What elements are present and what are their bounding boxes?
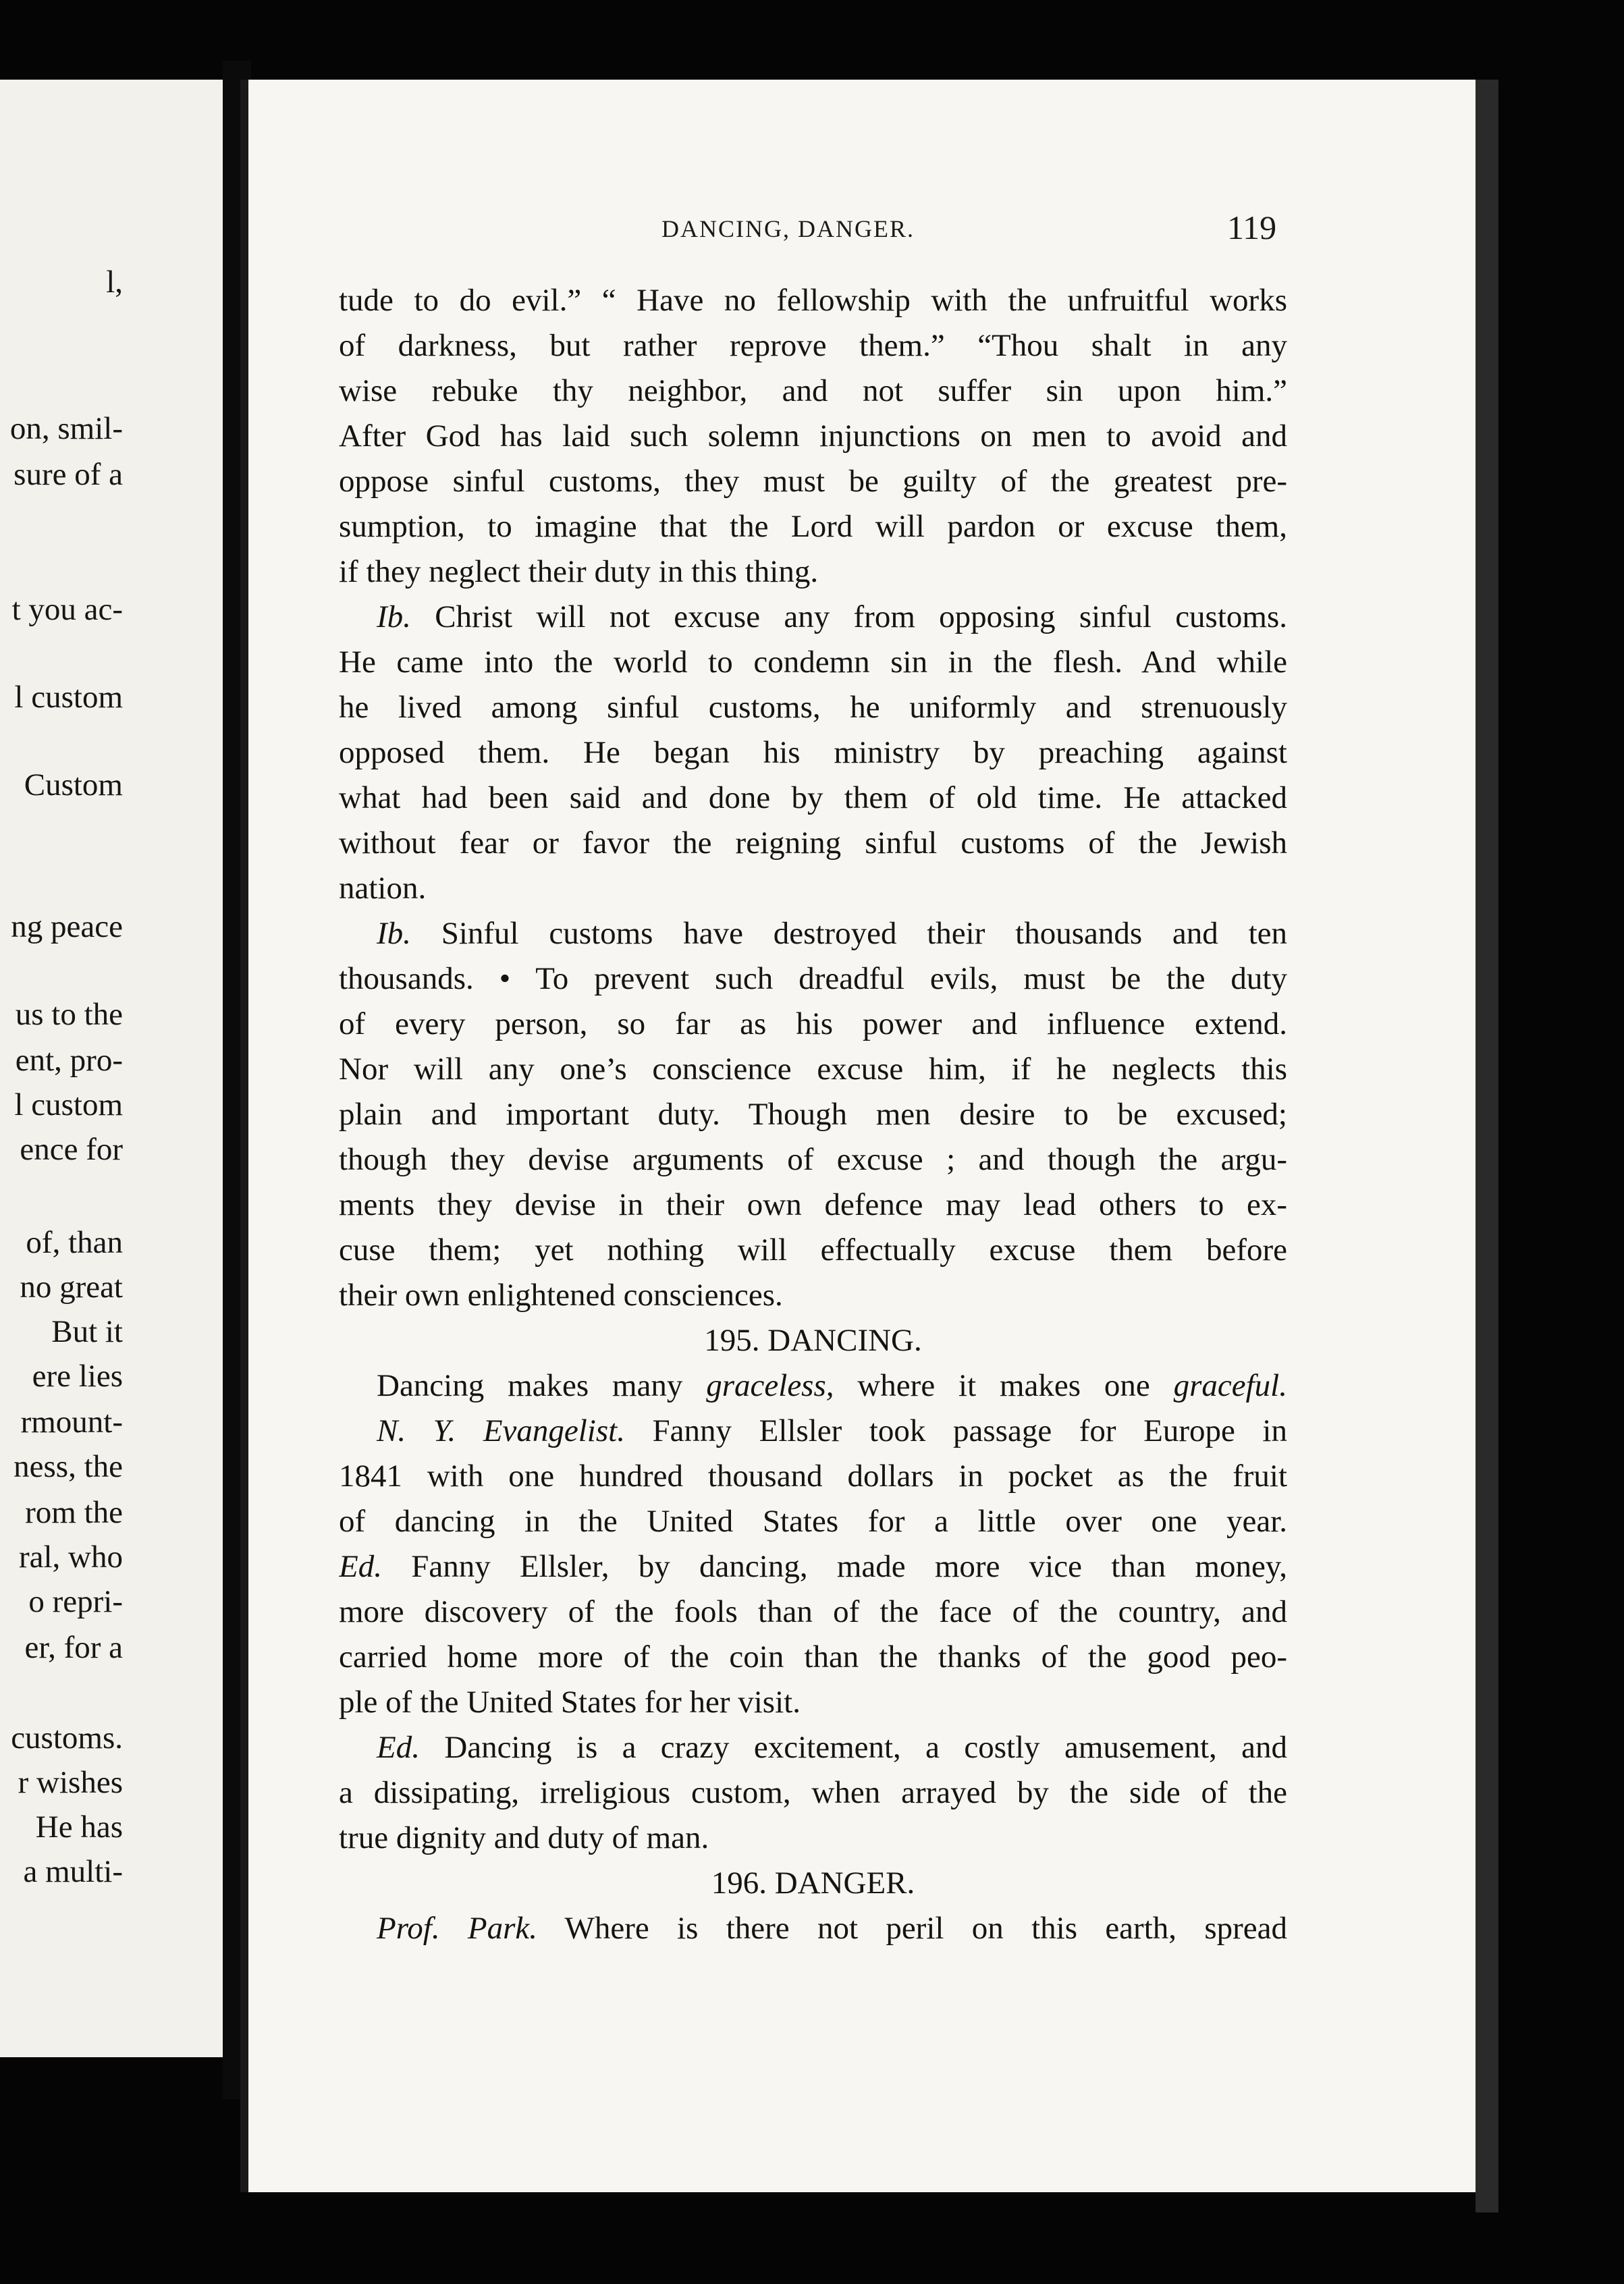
text-span: Where is there not peril on this earth, spread bbox=[537, 1911, 1287, 1946]
text-line bbox=[339, 1635, 1287, 1680]
text-span: cuse them; yet nothing will effectually excuse them before bbox=[339, 1232, 1287, 1268]
text-span: wise rebuke thy neighbor, and not suffer sin upon him.” bbox=[339, 373, 1287, 408]
text-line bbox=[339, 1363, 1287, 1409]
text-line bbox=[339, 1182, 1287, 1228]
body-text bbox=[339, 278, 1287, 1951]
text-line bbox=[339, 1906, 1287, 1951]
left-page-line: ness, the bbox=[13, 1449, 123, 1484]
text-line bbox=[339, 1137, 1287, 1182]
left-page-line: us to the bbox=[15, 997, 123, 1032]
text-line bbox=[339, 278, 1287, 323]
left-page-line: He has bbox=[35, 1810, 123, 1845]
text-line bbox=[339, 1589, 1287, 1635]
italic-text: Ib. bbox=[377, 916, 411, 951]
text-line bbox=[339, 1680, 1287, 1725]
left-page-line: ence for bbox=[20, 1132, 123, 1167]
text-span: true dignity and duty of man. bbox=[339, 1820, 709, 1855]
text-span: 195. DANCING. bbox=[704, 1323, 922, 1358]
text-line bbox=[339, 956, 1287, 1002]
left-page-line: Custom bbox=[24, 767, 123, 803]
text-span: ments they devise in their own defence may lead others to ex- bbox=[339, 1187, 1287, 1222]
text-line bbox=[339, 1454, 1287, 1499]
text-line bbox=[339, 685, 1287, 730]
left-page-line: r wishes bbox=[18, 1765, 123, 1800]
text-line bbox=[339, 1409, 1287, 1454]
text-span: of darkness, but rather reprove them.” “Thou shalt in any bbox=[339, 328, 1287, 363]
text-span: sumption, to imagine that the Lord will pardon or excuse them, bbox=[339, 509, 1287, 544]
text-span: ple of the United States for her visit. bbox=[339, 1685, 801, 1720]
text-span: thousands. • To prevent such dreadful evils, must be the duty bbox=[339, 961, 1287, 996]
text-line bbox=[339, 730, 1287, 776]
text-line bbox=[339, 911, 1287, 956]
italic-text: Ed. bbox=[339, 1549, 382, 1584]
text-line bbox=[339, 1816, 1287, 1861]
text-span: plain and important duty. Though men desire to be excused; bbox=[339, 1097, 1287, 1132]
page-number: 119 bbox=[1227, 209, 1277, 246]
text-span: Dancing makes many bbox=[377, 1368, 707, 1403]
text-line bbox=[339, 1002, 1287, 1047]
italic-text: Ed. bbox=[377, 1730, 420, 1765]
text-span: of dancing in the United States for a little over one year. bbox=[339, 1504, 1287, 1539]
text-span: of every person, so far as his power and influence extend. bbox=[339, 1006, 1287, 1041]
text-span: opposed them. He began his ministry by preaching against bbox=[339, 735, 1287, 770]
text-line bbox=[339, 595, 1287, 640]
italic-text: Prof. Park. bbox=[377, 1911, 537, 1946]
italic-text: graceful. bbox=[1173, 1368, 1287, 1403]
text-span: though they devise arguments of excuse ; and though the argu- bbox=[339, 1142, 1287, 1177]
text-line bbox=[339, 369, 1287, 414]
text-line bbox=[339, 414, 1287, 459]
italic-text: Ib. bbox=[377, 599, 411, 634]
text-line bbox=[339, 1092, 1287, 1137]
text-line bbox=[339, 640, 1287, 685]
left-page-line: ng peace bbox=[11, 909, 123, 944]
left-page-line: er, for a bbox=[24, 1630, 123, 1665]
running-head: DANCING, DANGER. bbox=[661, 215, 915, 242]
text-span: He came into the world to condemn sin in the flesh. And while bbox=[339, 645, 1287, 680]
text-span: he lived among sinful customs, he uniformly and strenuously bbox=[339, 690, 1287, 725]
text-span: Fanny Ellsler took passage for Europe in bbox=[624, 1413, 1287, 1448]
text-span: where it makes one bbox=[834, 1368, 1174, 1403]
italic-text: graceless, bbox=[706, 1368, 834, 1403]
text-span: a dissipating, irreligious custom, when arrayed by the side of the bbox=[339, 1775, 1287, 1810]
text-line bbox=[339, 776, 1287, 821]
text-line bbox=[339, 1047, 1287, 1092]
text-line bbox=[339, 1499, 1287, 1544]
text-line bbox=[339, 459, 1287, 504]
text-line bbox=[339, 504, 1287, 549]
left-page-fragment bbox=[0, 80, 223, 2057]
text-span: more discovery of the fools than of the face of the country, and bbox=[339, 1594, 1287, 1629]
text-span: without fear or favor the reigning sinful customs of the Jewish bbox=[339, 825, 1287, 861]
text-line bbox=[339, 1273, 1287, 1318]
left-page-line: ere lies bbox=[32, 1359, 123, 1394]
text-line bbox=[339, 866, 1287, 911]
left-page-line: But it bbox=[51, 1314, 123, 1349]
left-page-line: rmount- bbox=[20, 1405, 123, 1440]
section-heading bbox=[339, 1318, 1287, 1363]
text-span: if they neglect their duty in this thing. bbox=[339, 554, 819, 589]
left-page-line: o repri- bbox=[28, 1584, 123, 1619]
text-span: Christ will not excuse any from opposing sinful customs. bbox=[410, 599, 1287, 634]
left-page-line: on, smil- bbox=[9, 411, 123, 446]
left-page-line: l custom bbox=[14, 680, 123, 715]
text-span: After God has laid such solemn injunctions on men to avoid and bbox=[339, 418, 1287, 454]
text-span: tude to do evil.” “ Have no fellowship with the unfruitful works bbox=[339, 283, 1287, 318]
left-page-line: sure of a bbox=[13, 457, 123, 492]
text-span: 1841 with one hundred thousand dollars in pocket as the fruit bbox=[339, 1459, 1287, 1494]
text-line bbox=[339, 1725, 1287, 1770]
section-heading bbox=[339, 1861, 1287, 1906]
left-page-line: l, bbox=[106, 265, 123, 300]
left-page-line: ent, pro- bbox=[15, 1043, 123, 1078]
text-line bbox=[339, 1544, 1287, 1589]
left-page-line: customs. bbox=[11, 1720, 123, 1756]
text-span: Nor will any one’s conscience excuse him, if he neglects this bbox=[339, 1052, 1287, 1087]
text-span: 196. DANGER. bbox=[711, 1866, 915, 1901]
page-edge bbox=[1476, 80, 1498, 2212]
text-line bbox=[339, 323, 1287, 369]
italic-text: N. Y. Evangelist. bbox=[377, 1413, 625, 1448]
left-page-line: of, than bbox=[26, 1225, 123, 1260]
text-span: nation. bbox=[339, 871, 427, 906]
left-page-line: rom the bbox=[25, 1495, 123, 1530]
text-line bbox=[339, 549, 1287, 595]
left-page-line: l custom bbox=[14, 1087, 123, 1122]
left-page-line: a multi- bbox=[23, 1854, 123, 1889]
text-span: Fanny Ellsler, by dancing, made more vice than money, bbox=[381, 1549, 1287, 1584]
text-span: Dancing is a crazy excitement, a costly amusement, and bbox=[419, 1730, 1287, 1765]
text-line bbox=[339, 821, 1287, 866]
left-page-line: ral, who bbox=[18, 1540, 123, 1575]
text-span: carried home more of the coin than the thanks of the good peo- bbox=[339, 1639, 1287, 1675]
text-span: their own enlightened consciences. bbox=[339, 1278, 783, 1313]
text-line bbox=[339, 1228, 1287, 1273]
text-line bbox=[339, 1770, 1287, 1816]
left-page-line: no great bbox=[20, 1270, 123, 1305]
text-span: oppose sinful customs, they must be guilty of the greatest pre- bbox=[339, 464, 1287, 499]
left-page-line: t you ac- bbox=[11, 592, 123, 627]
text-span: what had been said and done by them of old time. He attacked bbox=[339, 780, 1287, 815]
text-span: Sinful customs have destroyed their thousands and ten bbox=[410, 916, 1287, 951]
